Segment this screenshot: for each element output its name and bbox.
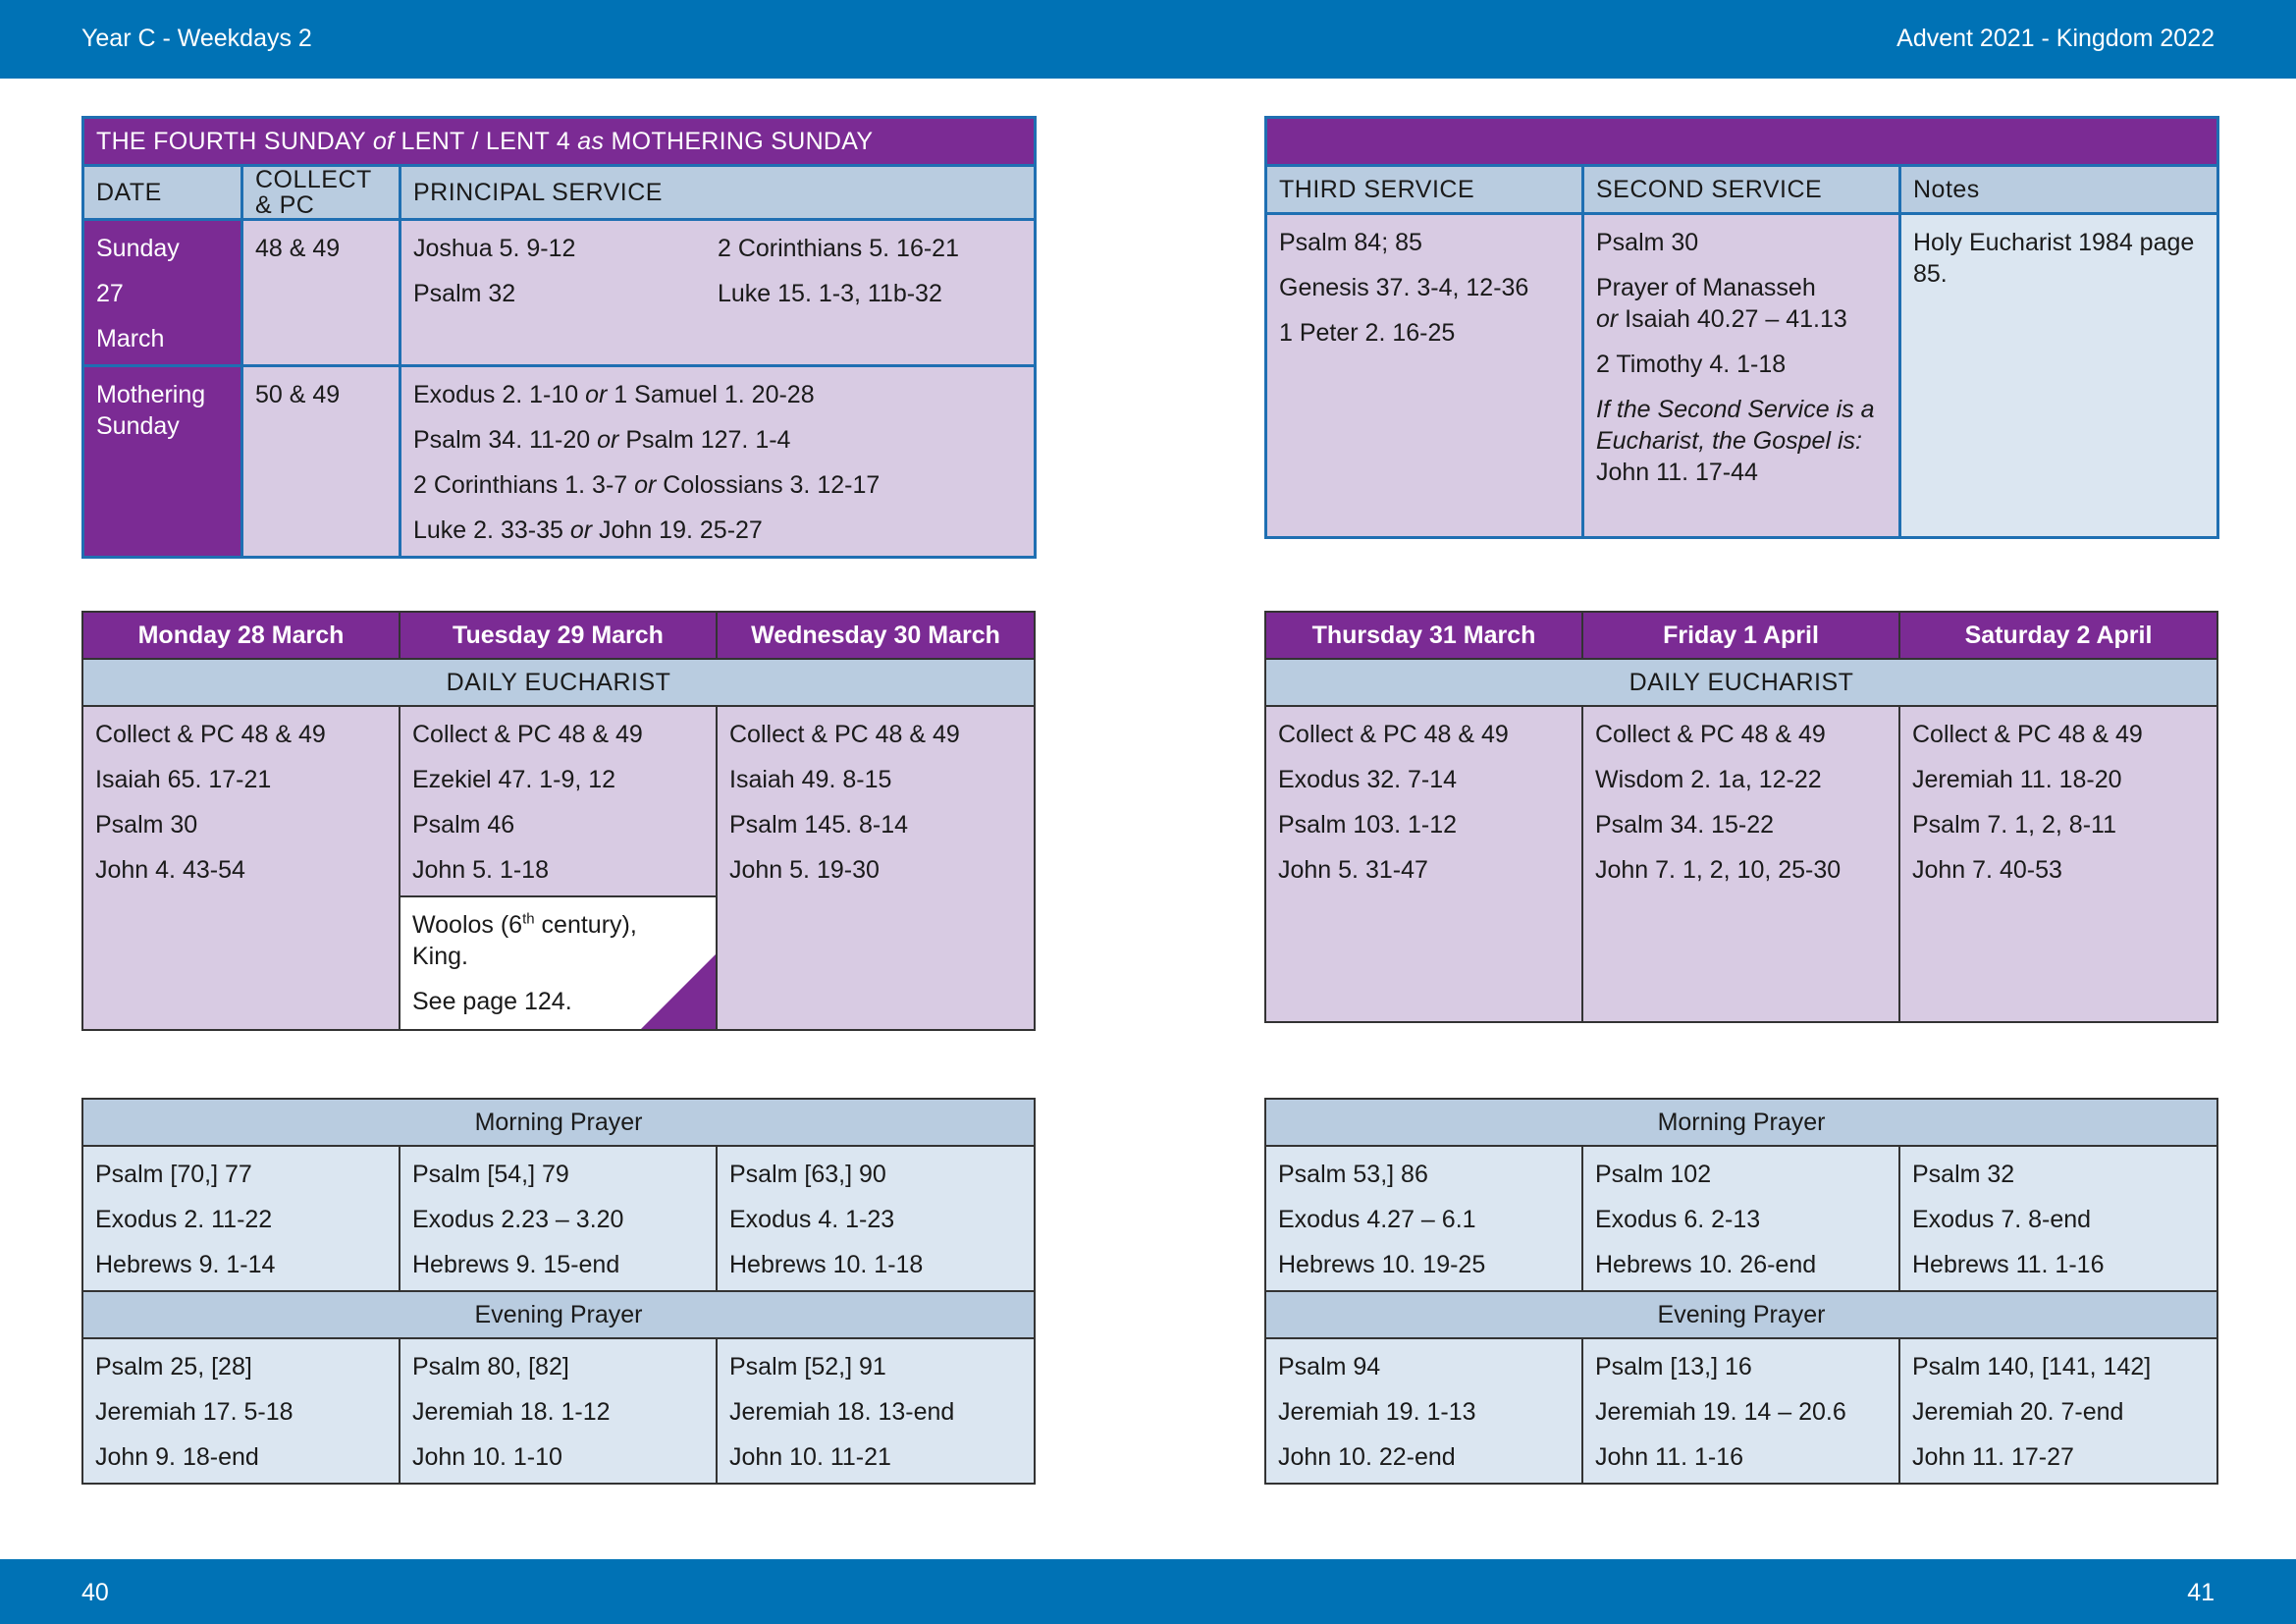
col-header-second: SECOND SERVICE [1583,166,1900,214]
evening-prayer-header: Evening Prayer [82,1291,1035,1338]
col-header-third: THIRD SERVICE [1266,166,1583,214]
header-right-text: Advent 2021 - Kingdom 2022 [1896,25,2215,52]
page-number-right: 41 [2187,1579,2215,1606]
mothering-collect-cell: 50 & 49 [242,366,400,558]
corner-triangle-marker [641,954,716,1029]
morning-prayer-header: Morning Prayer [82,1099,1035,1146]
eucharist-saturday: Collect & PC 48 & 49 Jeremiah 11. 18-20 Psalm 7. 1, 2, 8-11 John 7. 40-53 [1899,706,2217,1022]
day-header-friday: Friday 1 April [1582,612,1899,659]
morning-prayer-wednesday: Psalm [63,] 90 Exodus 4. 1-23 Hebrews 10. 1-18 [717,1146,1035,1291]
right-week-eucharist-table [1264,611,2218,1023]
evening-prayer-friday: Psalm [13,] 16 Jeremiah 19. 14 – 20.6 John 11. 1-16 [1582,1338,1899,1484]
sunday-principal-table [81,116,1037,559]
second-service-cell: Psalm 30 Prayer of Manasseh or Isaiah 40.27 – 41.13 2 Timothy 4. 1-18 If the Second Service is a Eucharist, the Gospel is: John 11. 17-44 [1583,214,1900,538]
col-header-date: DATE [83,166,242,220]
evening-prayer-tuesday: Psalm 80, [82] Jeremiah 18. 1-12 John 10. 1-10 [400,1338,717,1484]
sunday-other-services-table [1264,116,2219,539]
col-header-collect: COLLECT & PC [242,166,400,220]
morning-prayer-tuesday: Psalm [54,] 79 Exodus 2.23 – 3.20 Hebrews 9. 15-end [400,1146,717,1291]
eucharist-thursday: Collect & PC 48 & 49 Exodus 32. 7-14 Psalm 103. 1-12 John 5. 31-47 [1265,706,1582,1022]
day-header-wednesday: Wednesday 30 March [717,612,1035,659]
header-left-text: Year C - Weekdays 2 [81,25,312,52]
evening-prayer-thursday: Psalm 94 Jeremiah 19. 1-13 John 10. 22-end [1265,1338,1582,1484]
sunday-title: THE FOURTH SUNDAY of LENT / LENT 4 as MOTHERING SUNDAY [83,118,1036,166]
third-service-cell: Psalm 84; 85 Genesis 37. 3-4, 12-36 1 Peter 2. 16-25 [1266,214,1583,538]
day-header-saturday: Saturday 2 April [1899,612,2217,659]
right-week-office-table [1264,1098,2218,1485]
eucharist-wednesday: Collect & PC 48 & 49 Isaiah 49. 8-15 Psalm 145. 8-14 John 5. 19-30 [717,706,1035,1030]
eucharist-friday: Collect & PC 48 & 49 Wisdom 2. 1a, 12-22 Psalm 34. 15-22 John 7. 1, 2, 10, 25-30 [1582,706,1899,1022]
day-header-monday: Monday 28 March [82,612,400,659]
col-header-principal: PRINCIPAL SERVICE [400,166,1036,220]
daily-eucharist-header: DAILY EUCHARIST [82,659,1035,706]
eucharist-monday: Collect & PC 48 & 49 Isaiah 65. 17-21 Psalm 30 John 4. 43-54 [82,706,400,1030]
sunday-title-band [1266,118,2218,166]
morning-prayer-thursday: Psalm 53,] 86 Exodus 4.27 – 6.1 Hebrews 10. 19-25 [1265,1146,1582,1291]
evening-prayer-monday: Psalm 25, [28] Jeremiah 17. 5-18 John 9. 18-end [82,1338,400,1484]
morning-prayer-friday: Psalm 102 Exodus 6. 2-13 Hebrews 10. 26-end [1582,1146,1899,1291]
mothering-principal-cell: Exodus 2. 1-10 or 1 Samuel 1. 20-28 Psalm 34. 11-20 or Psalm 127. 1-4 2 Corinthians 1. 3-7 or Colossians 3. 12-17 Luke 2. 33-35 or John 19. 25-27 [400,366,1036,558]
day-header-thursday: Thursday 31 March [1265,612,1582,659]
evening-prayer-saturday: Psalm 140, [141, 142] Jeremiah 20. 7-end John 11. 17-27 [1899,1338,2217,1484]
mothering-sunday-date-cell: Mothering Sunday [83,366,242,558]
sunday-collect-cell: 48 & 49 [242,220,400,366]
page-number-left: 40 [81,1579,109,1606]
day-header-tuesday: Tuesday 29 March [400,612,717,659]
evening-prayer-header: Evening Prayer [1265,1291,2217,1338]
col-header-notes: Notes [1900,166,2218,214]
eucharist-tuesday: Collect & PC 48 & 49 Ezekiel 47. 1-9, 12 Psalm 46 John 5. 1-18 [400,706,717,896]
page-header [0,0,2296,79]
evening-prayer-wednesday: Psalm [52,] 91 Jeremiah 18. 13-end John 10. 11-21 [717,1338,1035,1484]
sunday-date-cell: Sunday 27 March [83,220,242,366]
morning-prayer-monday: Psalm [70,] 77 Exodus 2. 11-22 Hebrews 9. 1-14 [82,1146,400,1291]
morning-prayer-header: Morning Prayer [1265,1099,2217,1146]
left-week-office-table [81,1098,1036,1485]
page-footer [0,1559,2296,1624]
left-week-eucharist-table [81,611,1036,1031]
daily-eucharist-header: DAILY EUCHARIST [1265,659,2217,706]
commemoration-woolos: Woolos (6th century), King. See page 124. [400,896,717,1030]
morning-prayer-saturday: Psalm 32 Exodus 7. 8-end Hebrews 11. 1-16 [1899,1146,2217,1291]
sunday-principal-cell: Joshua 5. 9-12 Psalm 32 2 Corinthians 5. 16-21 Luke 15. 1-3, 11b-32 [400,220,1036,366]
notes-cell: Holy Eucharist 1984 page 85. [1900,214,2218,538]
